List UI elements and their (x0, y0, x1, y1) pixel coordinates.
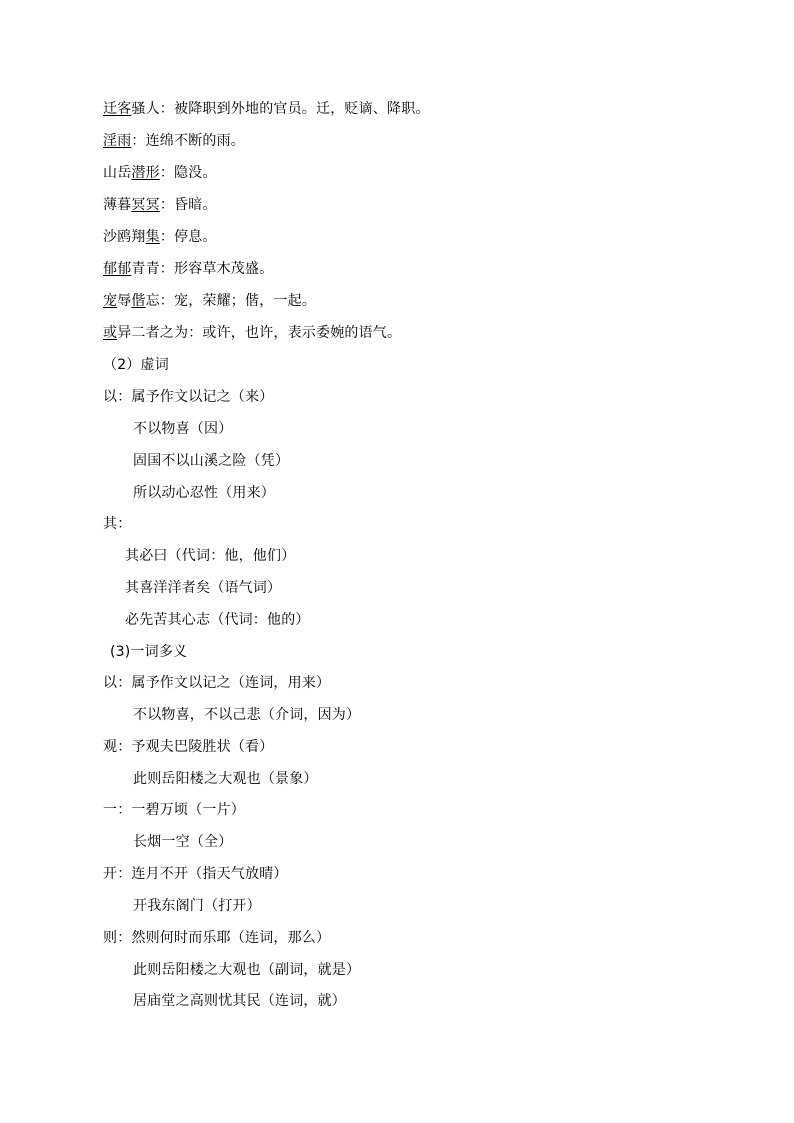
section-heading-yiciduoyi: (3)一词多义 (110, 644, 188, 660)
entry-line-indented: 开我东阁门（打开） (133, 898, 261, 914)
note-line-huo (103, 323, 401, 343)
underlined-term: 淫雨 (103, 133, 132, 149)
entry-line-indented: 其喜洋洋者矣（语气词） (125, 580, 282, 596)
entry-line-indented: 长烟一空（全） (133, 834, 233, 850)
note-text: ：停息。 (159, 229, 217, 245)
underlined-term: 偕 (131, 293, 146, 309)
note-line-ji (103, 227, 217, 247)
note-text: ：连绵不断的雨。 (131, 133, 246, 149)
underlined-term: 迁客 (103, 101, 132, 117)
note-line-yuyu (103, 259, 273, 279)
section-heading-xuci: （2）虚词 (103, 357, 169, 373)
entry-line-indented: 所以动心忍性（用来） (133, 485, 275, 501)
entry-line-indented: 此则岳阳楼之大观也（景象） (133, 771, 318, 787)
underlined-term: 宠 (103, 293, 118, 309)
note-line-yinyu (103, 131, 245, 151)
note-text: ：隐没。 (159, 165, 217, 181)
note-text: 骚人：被降职到外地的官员。迁，贬谪、降职。 (131, 101, 430, 117)
entry-line: 以：属予作文以记之（来） (103, 389, 274, 405)
note-prefix: 薄暮 (103, 197, 132, 213)
underlined-term: 郁郁 (103, 261, 132, 277)
note-text: 青青：形容草木茂盛。 (131, 261, 274, 277)
note-text: 异二者之为：或许，也许，表示委婉的语气。 (117, 325, 402, 341)
entry-line-indented: 固国不以山溪之险（凭） (133, 453, 290, 469)
entry-line: 开：连月不开（指天气放晴） (103, 866, 288, 882)
entry-line-indented: 不以物喜（因） (133, 421, 233, 437)
note-prefix: 山岳 (103, 165, 132, 181)
entry-line: 以：属予作文以记之（连词，用来） (103, 675, 331, 691)
note-line-qianke (103, 99, 430, 119)
underlined-term: 冥冥 (131, 197, 160, 213)
note-prefix: 沙鸥翔 (103, 229, 146, 245)
note-line-mingming (103, 195, 217, 215)
note-line-qianxing (103, 163, 217, 183)
entry-line: 其： (103, 516, 132, 532)
note-text: 辱 (117, 293, 132, 309)
entry-line-indented: 居庙堂之高则忧其民（连词，就） (133, 993, 346, 1009)
note-line-chongru (103, 291, 316, 311)
entry-line-indented: 此则岳阳楼之大观也（副词，就是） (133, 962, 361, 978)
entry-line: 一：一碧万顷（一片） (103, 802, 245, 818)
entry-line-indented: 必先苦其心志（代词：他的） (125, 612, 310, 628)
entry-line: 则：然则何时而乐耶（连词，那么） (103, 930, 331, 946)
underlined-term: 或 (103, 325, 118, 341)
entry-line: 观：予观夫巴陵胜状（看） (103, 739, 274, 755)
entry-line-indented: 其必曰（代词：他，他们） (125, 548, 296, 564)
note-text: ：昏暗。 (159, 197, 217, 213)
underlined-term: 集 (145, 229, 160, 245)
entry-line-indented: 不以物喜，不以己悲（介词，因为） (133, 707, 361, 723)
underlined-term: 潜形 (131, 165, 160, 181)
note-text: 忘：宠，荣耀；偕，一起。 (145, 293, 317, 309)
